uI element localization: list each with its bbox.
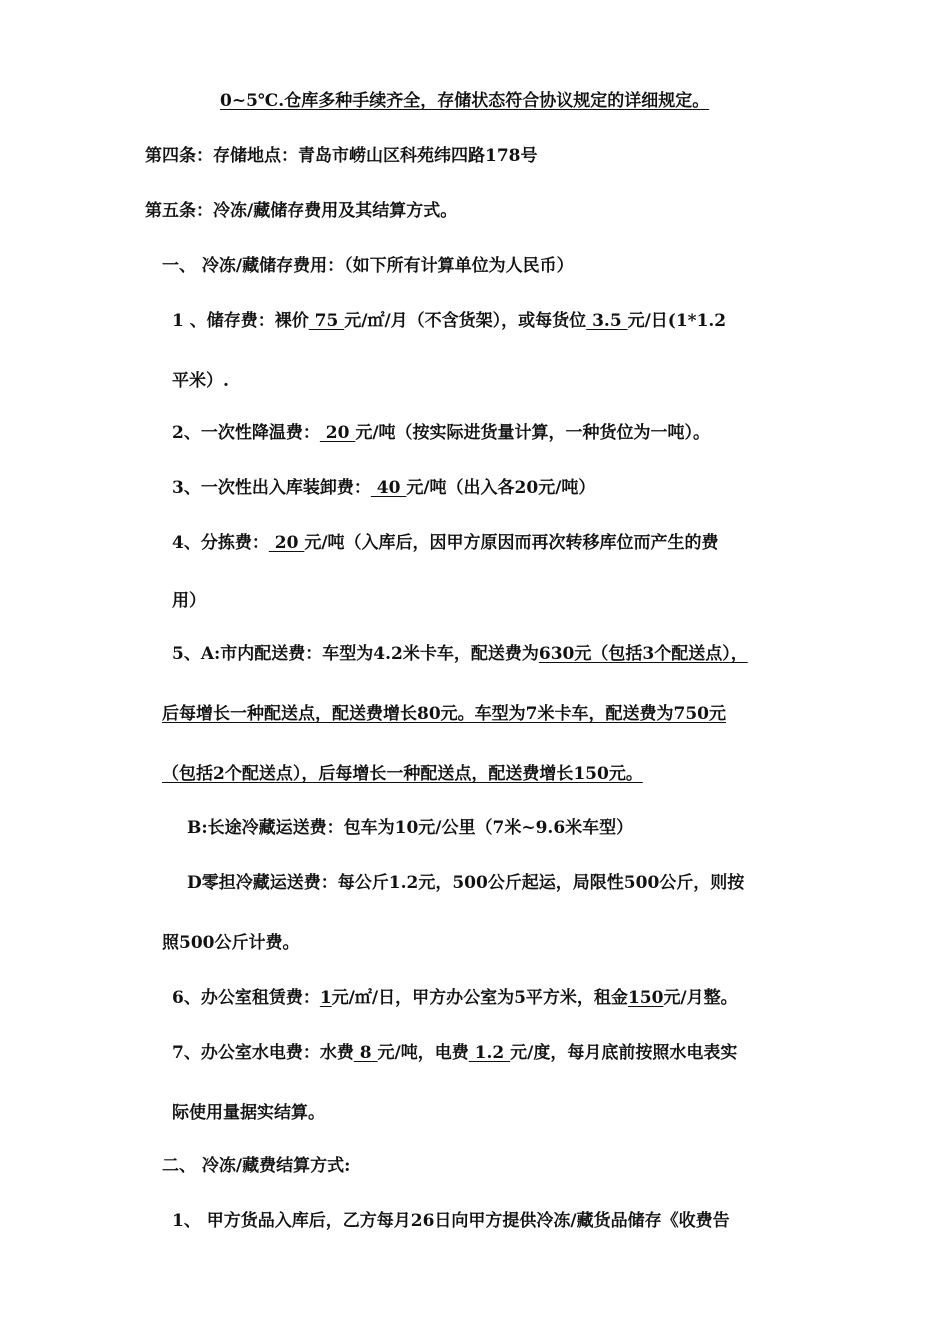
office-rent-unit: 元/月整。 bbox=[663, 988, 738, 1008]
utilities-desc: 元/度，每月底前按照水电表实 bbox=[510, 1043, 738, 1063]
utilities-power-label: 元/吨，电费 bbox=[377, 1043, 469, 1063]
article-5-heading: 第五条：冷冻/藏储存费用及其结算方式。 bbox=[145, 201, 458, 221]
delivery-fee-line bbox=[172, 643, 748, 665]
utilities-fee-line bbox=[172, 1042, 737, 1064]
cooling-fee-label: 2、一次性降温费： bbox=[172, 423, 320, 443]
utilities-water-value: 8 bbox=[353, 1043, 378, 1063]
cooling-fee-line bbox=[172, 422, 710, 444]
sorting-fee-value: 20 bbox=[268, 533, 305, 553]
delivery-fee-line-2: 后每增长一种配送点，配送费增长80元。车型为7米卡车，配送费为750元 bbox=[162, 704, 726, 724]
delivery-fee-line-3: （包括2个配送点），后每增长一种配送点，配送费增长150元。 bbox=[162, 764, 643, 784]
office-rent-line bbox=[172, 987, 738, 1009]
ltl-fee-line: D零担冷藏运送费：每公斤1.2元，500公斤起运，局限性500公斤，则按 bbox=[187, 873, 745, 893]
cooling-fee-value: 20 bbox=[319, 423, 356, 443]
settlement-line-1: 1、 甲方货品入库后，乙方每月26日向甲方提供冷冻/藏货品储存《收费告 bbox=[172, 1211, 730, 1231]
delivery-fee-value: 630元（包括3个配送点）， bbox=[538, 644, 748, 664]
ltl-fee-line-cont: 照500公斤计费。 bbox=[162, 933, 300, 953]
storage-fee-label: 1 、储存费：裸价 bbox=[172, 311, 309, 331]
long-haul-fee-line: B:长途冷藏运送费：包车为10元/公里（7米~9.6米车型） bbox=[187, 818, 634, 838]
storage-fee-unit: 元/㎡/月（不含货架），或每货位 bbox=[344, 311, 587, 331]
sorting-fee-desc: 元/吨（入库后，因甲方原因而再次转移库位而产生的费 bbox=[304, 533, 719, 553]
storage-fee-slot-unit: 元/日(1*1.2 bbox=[627, 311, 727, 331]
sorting-fee-label: 4、分拣费： bbox=[172, 533, 269, 553]
utilities-water-label: 7、办公室水电费：水费 bbox=[172, 1043, 354, 1063]
office-rent-desc: 元/㎡/日，甲方办公室为5平方米，租金 bbox=[331, 988, 628, 1008]
handling-fee-label: 3、一次性出入库装卸费： bbox=[172, 478, 371, 498]
handling-fee-desc: 元/吨（出入各20元/吨） bbox=[406, 478, 596, 498]
sorting-fee-line-cont: 用） bbox=[172, 591, 206, 611]
handling-fee-line bbox=[172, 477, 595, 499]
office-rent-label: 6、办公室租赁费： bbox=[172, 988, 320, 1008]
storage-fee-line-cont: 平米）. bbox=[172, 371, 229, 391]
office-rent-rate: 1 bbox=[319, 988, 332, 1008]
utilities-fee-line-cont: 际使用量据实结算。 bbox=[172, 1103, 325, 1123]
utilities-power-value: 1.2 bbox=[468, 1043, 511, 1063]
section-1-heading: 一、 冷冻/藏储存费用：（如下所有计算单位为人民币） bbox=[162, 256, 574, 276]
storage-fee-line bbox=[172, 310, 726, 332]
doc-line-1: 0~5℃.仓库多种手续齐全，存储状态符合协议规定的详细规定。 bbox=[220, 91, 710, 111]
sorting-fee-line bbox=[172, 532, 719, 554]
office-rent-amount: 150 bbox=[627, 988, 664, 1008]
storage-fee-price: 75 bbox=[308, 311, 345, 331]
delivery-fee-label: 5、A:市内配送费：车型为4.2米卡车，配送费为 bbox=[172, 644, 539, 664]
cooling-fee-desc: 元/吨（按实际进货量计算，一种货位为一吨）。 bbox=[355, 423, 711, 443]
handling-fee-value: 40 bbox=[370, 478, 407, 498]
article-4-location: 第四条：存储地点：青岛市崂山区科苑纬四路178号 bbox=[145, 146, 538, 166]
storage-fee-slot-price: 3.5 bbox=[586, 311, 628, 331]
section-2-heading: 二、 冷冻/藏费结算方式: bbox=[162, 1156, 351, 1176]
